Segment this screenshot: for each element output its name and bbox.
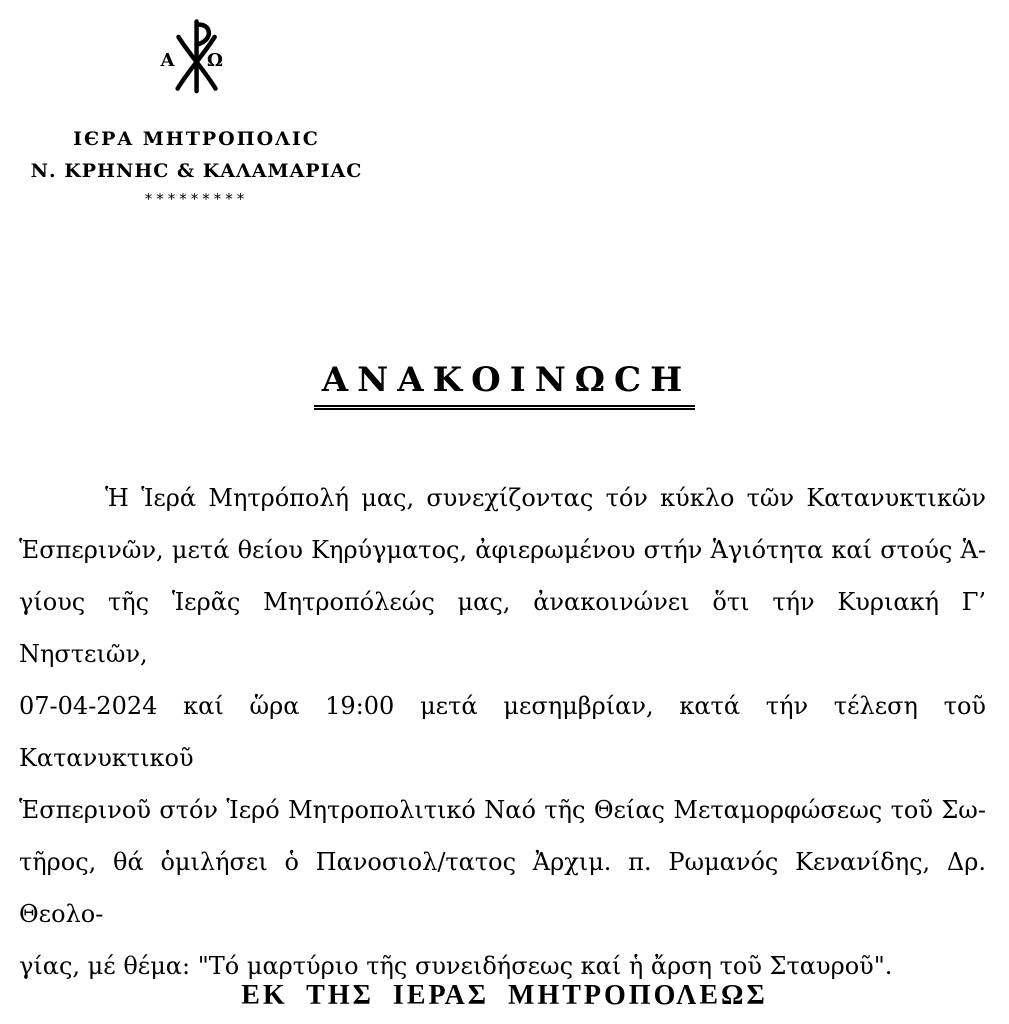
alpha-letter: Α [159,50,174,72]
paragraph-line: γίας, μέ θέμα: "Τό μαρτύριο τῆς συνειδήσεως καί ἡ ἄρση τοῦ Σταυροῦ". [19,952,893,980]
paragraph-line: τῆρος, θά ὁμιλήσει ὁ Πανοσιολ/τατος Ἀρχιμ. π. Ρωμανός Κενανίδης, Δρ. Θεολο- [19,848,986,928]
paragraph-line: Ἑσπερινοῦ στόν Ἱερό Μητροπολιτικό Ναό τῆς Θείας Μεταμορφώσεως τοῦ Σω- [19,796,986,824]
announcement-paragraph [19,472,986,992]
chi-rho-christogram-icon [156,12,238,98]
footer-signature: ΕΚ ΤΗΣ ΙΕΡΑΣ ΜΗΤΡΟΠΟΛΕΩΣ [241,980,768,1011]
org-name-line2: Ν. ΚΡΗΝΗC & ΚΑΛΑΜΑΡΙΑC [30,160,363,182]
letterhead [14,12,379,208]
omega-letter: Ω [206,50,223,72]
paragraph-line: γίους τῆς Ἱερᾶς Μητροπόλεώς μας, ἀνακοινώνει ὅτι τήν Κυριακή Γ’ Νηστειῶν, [19,588,986,668]
paragraph-line: Ἑσπερινῶν, μετά θείου Κηρύγματος, ἀφιερωμένου στήν Ἁγιότητα καί στούς Ἁ- [19,536,986,564]
paragraph-line: Ἡ Ἱερά Μητρόπολή μας, συνεχίζοντας τόν κύκλο τῶν Κατανυκτικῶν [105,484,986,512]
document-title: ΑΝΑΚΟΙΝΩCΗ [314,360,695,410]
stars-divider: ********* [144,190,249,208]
title-wrap [0,360,1009,410]
org-name-line1: ΙЄΡΑ ΜΗΤΡΟΠΟΛΙC [73,128,320,150]
paragraph-line: 07-04-2024 καί ὥρα 19:00 μετά μεσημβρίαν, κατά τήν τέλεση τοῦ Κατανυκτικοῦ [19,692,986,772]
